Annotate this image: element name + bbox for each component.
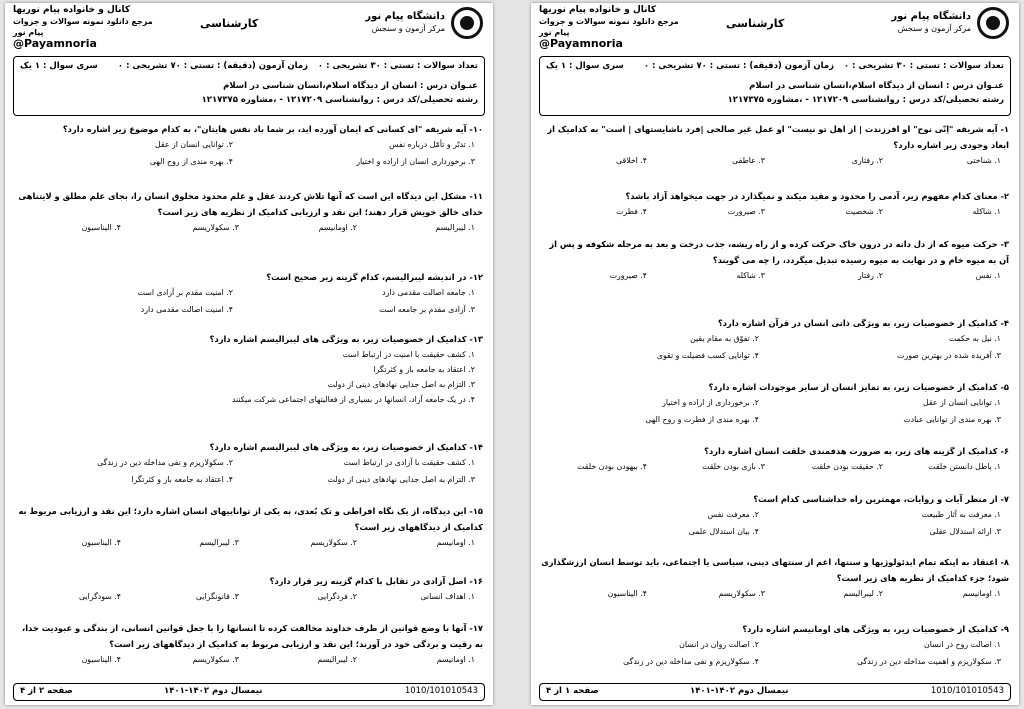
- question: [541, 621, 1009, 666]
- question-text: ۴- کدامیک از خصوصیات زیر، به ویژگی ذاتی انسان در قرآن اشاره دارد؟: [717, 318, 1009, 328]
- answer-option[interactable]: ۱. کشف حقیقت با امنیت در ارتباط است: [342, 350, 475, 359]
- answer-option[interactable]: ۴. الیناسیون: [81, 538, 121, 547]
- course-title: عنـوان درس : انسان از دیدگاه اسلام،انسان شناسی در اسلام: [223, 81, 478, 91]
- question: [15, 121, 483, 166]
- answer-option[interactable]: ۲. امنیت مقدم بر آزادی است: [137, 288, 233, 297]
- channel-line2: مرجع دانلود نمونه سوالات و جزوات پیام نور: [539, 17, 679, 37]
- answer-option[interactable]: ۴. صیرورت: [609, 271, 647, 280]
- question-text: ۱۴- کدامیک از خصوصیات زیر، به ویژگی های لیبرالیسم اشاره دارد؟: [209, 442, 483, 452]
- question-count: تعداد سوالات : تستی : ۳۰ تشریحی : ۰: [843, 61, 1004, 71]
- answer-option[interactable]: ۴. بیان استدلال علمی: [688, 527, 759, 536]
- answer-option[interactable]: ۳. لیبرالیسم: [199, 538, 239, 547]
- answer-option[interactable]: ۲. اعتقاد به جامعه باز و کثرتگرا: [373, 365, 475, 374]
- answer-option[interactable]: ۲. تفوّق به مقام یقین: [690, 334, 759, 343]
- answer-option[interactable]: ۳. قانونگرایی: [195, 592, 239, 601]
- answer-option[interactable]: ۱. باطل دانستن خلقت: [928, 462, 1001, 471]
- answer-option[interactable]: ۱. لیبرالیسم: [435, 223, 475, 232]
- answer-option[interactable]: ۲. شخصیت: [845, 207, 883, 216]
- question-text: ۱۷- آنها با وضع قوانین از طرف خداوند مخالفت کرده تا انسانها را با جعل قوانین انسانی، از بندگی و عبودیت خدا، به رقیت و بردگی خود در آورند؛ این نقد و ارزیابی مربوط به کدامیک از دیدگاههای زیر است؟: [22, 623, 483, 649]
- question-count: تعداد سوالات : تستی : ۳۰ تشریحی : ۰: [317, 61, 478, 71]
- question-text: ۵- کدامیک از خصوصیات زیر، به تمایز انسان از سایر موجودات اشاره دارد؟: [708, 382, 1009, 392]
- assessment-center-name: مرکز آزمون و سنجش: [371, 24, 445, 33]
- answer-option[interactable]: ۲. توانایی انسان از عقل: [155, 140, 233, 149]
- question: [541, 443, 1009, 471]
- answer-option[interactable]: ۳. سکولاریزم و اهمیت مداخله دین در زندگی: [856, 657, 1001, 666]
- question: [541, 236, 1009, 280]
- answer-option[interactable]: ۳. سکولاریسم: [192, 655, 239, 664]
- degree-level: کارشناسی: [726, 17, 785, 30]
- question-text: ۱۳- کدامیک از خصوصیات زیر، به ویژگی های لیبرالیسم اشاره دارد؟: [209, 334, 483, 344]
- answer-option[interactable]: ۴. الیناسیون: [607, 589, 647, 598]
- university-logo-icon: [977, 7, 1009, 39]
- page-banner: [5, 3, 493, 55]
- term-label: نیمسال دوم ۱۴۰۲-۱۴۰۱: [164, 686, 263, 696]
- question: [541, 315, 1009, 360]
- question-serial: سری سوال : ۱ یک: [20, 61, 98, 71]
- channel-handle: @Payamnoria: [539, 37, 623, 50]
- exam-header: [13, 56, 485, 116]
- question: [541, 379, 1009, 424]
- channel-handle: @Payamnoria: [13, 37, 97, 50]
- answer-option[interactable]: ۱. شناختی: [966, 156, 1001, 165]
- university-name: دانشگاه پیام نور: [891, 11, 971, 22]
- page-banner: [531, 3, 1019, 55]
- exam-page-1: [531, 3, 1019, 705]
- answer-option[interactable]: ۱. اومانیسم: [962, 589, 1001, 598]
- answer-option[interactable]: ۲. فردگرایی: [317, 592, 357, 601]
- channel-line1: کانال و خانواده پیام نوریها: [539, 5, 657, 15]
- question-text: ۱- آیه شریفه "اِنّی نوح" او افرزندت | از اهل تو نیست" او عمل غیر صالحی |فرد ناشایستهای | است" به کدامیک از ابعاد وجودی زیر اشاره دارد؟: [547, 124, 1009, 150]
- page-number: صفحه ۲ از ۴: [20, 686, 73, 696]
- answer-option[interactable]: ۴. توانایی کسب فضیلت و تقوی: [656, 351, 759, 360]
- field-and-course-code: رشته تحصیلی/کد درس : روانشناسی ۱۲۱۷۲۰۹ - ،مشاوره ۱۲۱۷۳۷۵: [201, 95, 478, 105]
- answer-option[interactable]: ۳. التزام به اصل جدایی نهادهای دینی از دولت: [327, 475, 475, 484]
- question: [541, 121, 1009, 165]
- degree-level: کارشناسی: [200, 17, 259, 30]
- answer-option[interactable]: ۳. صیرورت: [727, 207, 765, 216]
- answer-option[interactable]: ۳. برخورداری انسان از اراده و اختیار: [356, 157, 475, 166]
- channel-ad: [539, 5, 689, 49]
- answer-option[interactable]: ۳. سکولاریسم: [718, 589, 765, 598]
- answer-option[interactable]: ۲. سکولاریسم: [310, 538, 357, 547]
- answer-option[interactable]: ۴. الیناسیون: [81, 223, 121, 232]
- question-text: ۱۲- در اندیشه لیبرالیسم، کدام گزینه زیر صحیح است؟: [266, 272, 483, 282]
- answer-option[interactable]: ۲. اومانیسم: [318, 223, 357, 232]
- answer-option[interactable]: ۲. لیبرالیسم: [843, 589, 883, 598]
- answer-option[interactable]: ۳. بازی بودن خلقت: [702, 462, 765, 471]
- question: [15, 439, 483, 484]
- answer-option[interactable]: ۳. آفریده شده در بهترین صورت: [897, 351, 1001, 360]
- answer-option[interactable]: ۴. بهره مندی از فطرت و روح الهی: [645, 415, 759, 424]
- answer-option[interactable]: ۲. لیبرالیسم: [317, 655, 357, 664]
- answer-option[interactable]: ۱. توانایی انسان از عقل: [923, 398, 1001, 407]
- answer-option[interactable]: ۱. جامعه اصالت مقدمی دارد: [382, 288, 475, 297]
- exam-code: 1010/101010543: [930, 686, 1004, 696]
- university-name: دانشگاه پیام نور: [365, 11, 445, 22]
- question-text: ۷- از منظر آیات و روایات، مهمترین راه خداشناسی کدام است؟: [753, 494, 1009, 504]
- term-label: نیمسال دوم ۱۴۰۲-۱۴۰۱: [690, 686, 789, 696]
- course-title: عنـوان درس : انسان از دیدگاه اسلام،انسان شناسی در اسلام: [749, 81, 1004, 91]
- question-text: ۹- کدامیک از خصوصیات زیر، به ویژگی های اومانیسم اشاره دارد؟: [742, 624, 1009, 634]
- channel-line2: مرجع دانلود نمونه سوالات و جزوات پیام نور: [13, 17, 153, 37]
- question: [15, 331, 483, 404]
- channel-line1: کانال و خانواده پیام نوریها: [13, 5, 131, 15]
- answer-option[interactable]: ۱. نفس: [975, 271, 1001, 280]
- answer-option[interactable]: ۳. ارائه استدلال عقلی: [929, 527, 1001, 536]
- exam-time: زمان آزمون (دقیقه) : تستی : ۷۰ تشریحی : ۰: [117, 61, 308, 71]
- answer-option[interactable]: ۴. بیهودن بودن خلقت: [577, 462, 647, 471]
- question: [541, 554, 1009, 598]
- page-footer: [13, 683, 485, 701]
- university-logo-icon: [451, 7, 483, 39]
- answer-option[interactable]: ۴. اخلاقی: [615, 156, 647, 165]
- exam-time: زمان آزمون (دقیقه) : تستی : ۷۰ تشریحی : ۰: [643, 61, 834, 71]
- answer-option[interactable]: ۴. الیناسیون: [81, 655, 121, 664]
- answer-option[interactable]: ۳. سکولاریسم: [192, 223, 239, 232]
- answer-option[interactable]: ۳. شاکله: [736, 271, 765, 280]
- answer-option[interactable]: ۳. بهره مندی از توانایی عبادت: [903, 415, 1001, 424]
- question: [15, 573, 483, 601]
- answer-option[interactable]: ۴. سکولاریزم و نفی مداخله دین در زندگی: [623, 657, 759, 666]
- answer-option[interactable]: ۲. رفتاری: [851, 156, 883, 165]
- question: [541, 188, 1009, 216]
- answer-option[interactable]: ۲. برخورداری از اراده و اختیار: [662, 398, 759, 407]
- answer-option[interactable]: ۲. معرفت نفس: [707, 510, 759, 519]
- answer-option[interactable]: ۴. بهره مندی از روح الهی: [149, 157, 233, 166]
- answer-option[interactable]: ۴. فطرت: [616, 207, 647, 216]
- question-text: ۶- کدامیک از گزینه های زیر، به ضرورت هدفمندی خلقت انسان اشاره دارد؟: [704, 446, 1009, 456]
- exam-code: 1010/101010543: [404, 686, 478, 696]
- university-name-block: [891, 11, 971, 35]
- question-serial: سری سوال : ۱ یک: [546, 61, 624, 71]
- university-name-block: [365, 11, 445, 35]
- answer-option[interactable]: ۴. امنیت اصالت مقدمی دارد: [140, 305, 233, 314]
- question-text: ۱۰- آیه شریفه "ای کسانی که ایمان آورده اید، بر شما باد نفس هایتان"، به کدام موضوع زیر اشاره دارد؟: [62, 124, 483, 134]
- exam-page-2: [5, 3, 493, 705]
- question-text: ۱۱- مشکل این دیدگاه این است که آنها تلاش کردند عقل و علم محدود مخلوق انسان را، بجای علم مطلق و لایتناهی خدای خالق خویش قرار دهند؛ این نقد و ارزیابی کدامیک از نظریه های زیر است؟: [18, 191, 483, 217]
- answer-option[interactable]: ۱. اومانیسم: [436, 538, 475, 547]
- question: [15, 269, 483, 314]
- answer-option[interactable]: ۱. معرفت به آثار طبیعت: [921, 510, 1001, 519]
- answer-option[interactable]: ۱. اومانیسم: [436, 655, 475, 664]
- answer-option[interactable]: ۱. کشف حقیقت با آزادی در ارتباط است: [343, 458, 475, 467]
- answer-option[interactable]: ۳. عاطفی: [732, 156, 765, 165]
- question-text: ۸- اعتقاد به اینکه تمام ایدئولوژیها و سنتها، اعم از سنتهای دینی، سیاسی یا اجتماعی، باید توسط انسان ارزشگذاری شود؛ جزء کدامیک از نظریه های زیر است؟: [541, 557, 1009, 583]
- channel-ad: [13, 5, 163, 49]
- question: [15, 503, 483, 547]
- assessment-center-name: مرکز آزمون و سنجش: [897, 24, 971, 33]
- answer-option[interactable]: ۴. سودگرایی: [78, 592, 121, 601]
- answer-option[interactable]: ۲. سکولاریزم و نفی مداخله دین در زندگی: [97, 458, 233, 467]
- question-text: ۳- حرکت میوه که از دل دانه در درون خاک حرکت کرده و از راه ریشه، جذب درخت و بعد به مرحله شکوفه و پس از آن به میوه خام و در نهایت به میوه رسیده تبدیل میگردد، را چه می گویند؟: [549, 239, 1009, 265]
- answer-option[interactable]: ۲. اصالت روان در انسان: [679, 640, 759, 649]
- question-text: ۲- معنای کدام مفهوم زیر، آدمی را محدود و مقید میکند و نمیگذارد در جهت میخواهد آزاد باشد؟: [625, 191, 1009, 201]
- answer-option[interactable]: ۴. در یک جامعه آزاد، انسانها در بسیاری از فعالیتهای اجتماعی شرکت میکنند: [231, 395, 475, 404]
- answer-option[interactable]: ۱. شاکله: [972, 207, 1001, 216]
- answer-option[interactable]: ۳. آزادی مقدم بر جامعه است: [379, 305, 475, 314]
- answer-option[interactable]: ۱. اصالت روح در انسان: [924, 640, 1001, 649]
- answer-option[interactable]: ۱. اهداف انسانی: [420, 592, 475, 601]
- answer-option[interactable]: ۲. رفتار: [857, 271, 883, 280]
- page-number: صفحه ۱ از ۴: [546, 686, 599, 696]
- answer-option[interactable]: ۱. تدبّر و تأمّل درباره نفس: [389, 140, 475, 149]
- field-and-course-code: رشته تحصیلی/کد درس : روانشناسی ۱۲۱۷۲۰۹ - ،مشاوره ۱۲۱۷۳۷۵: [727, 95, 1004, 105]
- question-text: ۱۵- این دیدگاه، از یک نگاه افراطی و تک بُعدی، به یکی از تواناییهای انسان اشاره دارد؛ این نقد و ارزیابی مربوط به کدامیک از دیدگاههای زیر است؟: [18, 506, 483, 532]
- question: [541, 491, 1009, 536]
- answer-option[interactable]: ۳. التزام به اصل جدایی نهادهای دینی از دولت: [327, 380, 475, 389]
- exam-header: [539, 56, 1011, 116]
- question: [15, 188, 483, 232]
- answer-option[interactable]: ۴. اعتقاد به جامعه باز و کثرتگرا: [131, 475, 233, 484]
- answer-option[interactable]: ۲. حقیقت بودن خلقت: [811, 462, 883, 471]
- page-footer: [539, 683, 1011, 701]
- answer-option[interactable]: ۱. نیل به حکمت: [948, 334, 1001, 343]
- question-text: ۱۶- اصل آزادی در تقابل با کدام گزینه زیر قرار دارد؟: [269, 576, 483, 586]
- question: [15, 620, 483, 664]
